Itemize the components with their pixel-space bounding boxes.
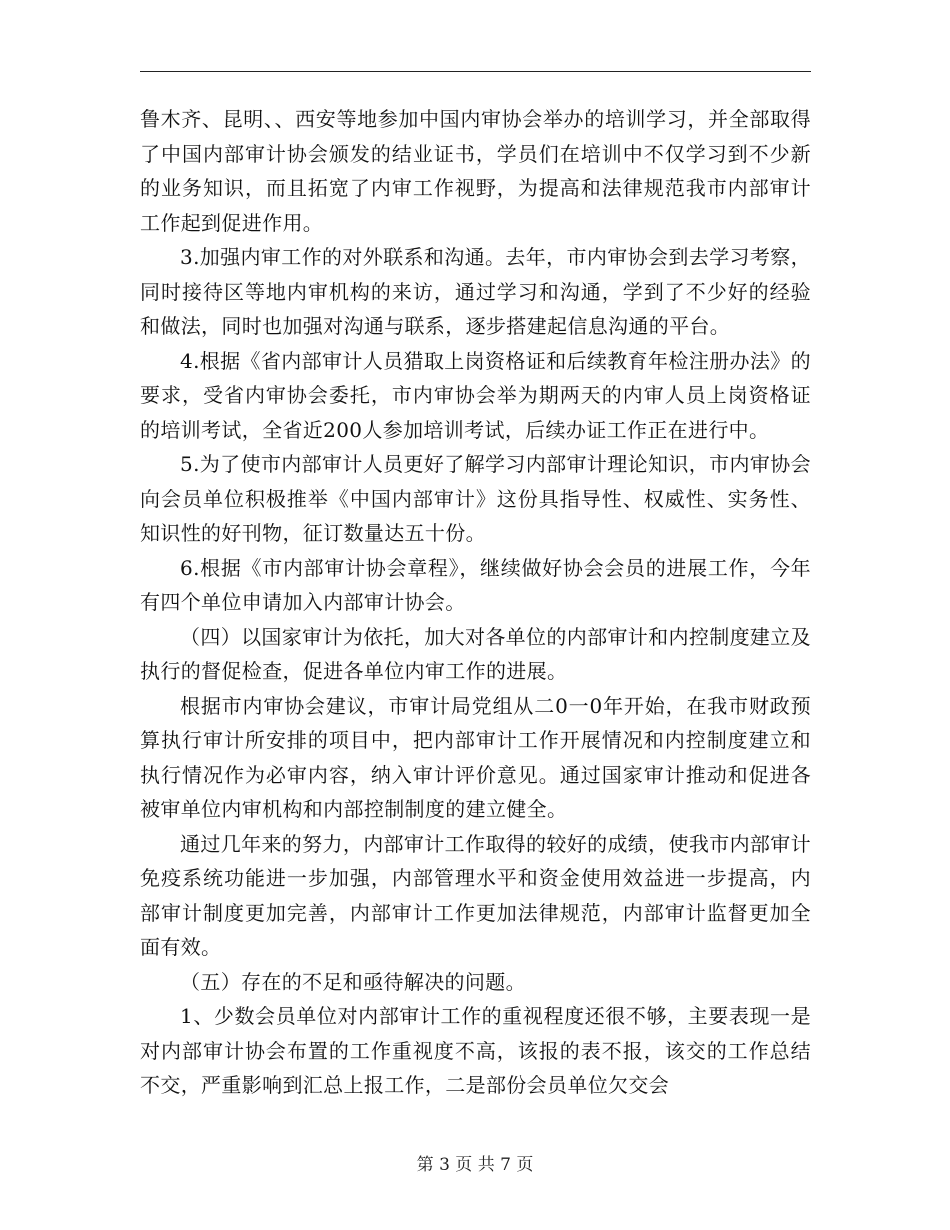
document-body xyxy=(140,102,811,1103)
header-rule xyxy=(140,71,811,72)
paragraph-7: 通过几年来的努力，内部审计工作取得的较好的成绩，使我市内部审计免疫系统功能进一步加强，内部管理水平和资金使用效益进一步提高，内部审计制度更加完善，内部审计工作更加法律规范，内部审计监督更加全面有效。 xyxy=(140,831,811,959)
section-heading-4: （四）以国家审计为依托，加大对各单位的内部审计和内控制度建立及执行的督促检查，促进各单位内审工作的进展。 xyxy=(140,624,811,683)
paragraph-3: 4.根据《省内部审计人员猎取上岗资格证和后续教育年检注册办法》的要求，受省内审协会委托，市内审协会举为期两天的内审人员上岗资格证的培训考试，全省近200人参加培训考试，后续办证工作正在进行中。 xyxy=(140,348,811,442)
paragraph-2: 3.加强内审工作的对外联系和沟通。去年，市内审协会到去学习考察，同时接待区等地内审机构的来访，通过学习和沟通，学到了不少好的经验和做法，同时也加强对沟通与联系，逐步搭建起信息沟通的平台。 xyxy=(140,245,811,338)
paragraph-5: 6.根据《市内部审计协会章程》，继续做好协会会员的进展工作，今年有四个单位申请加入内部审计协会。 xyxy=(140,555,811,614)
paragraph-6: 根据市内审协会建议，市审计局党组从二0一0年开始，在我市财政预算执行审计所安排的项目中，把内部审计工作开展情况和内控制度建立和执行情况作为必审内容，纳入审计评价意见。通过国家审计推动和促进各被审单位内审机构和内部控制制度的建立健全。 xyxy=(140,693,811,821)
section-heading-5: （五）存在的不足和亟待解决的问题。 xyxy=(180,969,526,994)
paragraph-4: 5.为了使市内部审计人员更好了解学习内部审计理论知识，市内审协会向会员单位积极推举《中国内部审计》这份具指导性、权威性、实务性、知识性的好刊物，征订数量达五十份。 xyxy=(140,452,811,545)
paragraph-1: 鲁木齐、昆明、、西安等地参加中国内审协会举办的培训学习，并全部取得了中国内部审计协会颁发的结业证书，学员们在培训中不仅学习到不少新的业务知识，而且拓宽了内审工作视野，为提高和法律规范我市内部审计工作起到促进作用。 xyxy=(140,107,811,235)
page-number: 第 3 页 共 7 页 xyxy=(416,1155,534,1175)
paragraph-8: 1、少数会员单位对内部审计工作的重视程度还很不够，主要表现一是对内部审计协会布置的工作重视度不高，该报的表不报，该交的工作总结不交，严重影响到汇总上报工作，二是部份会员单位欠交会 xyxy=(140,1004,811,1097)
